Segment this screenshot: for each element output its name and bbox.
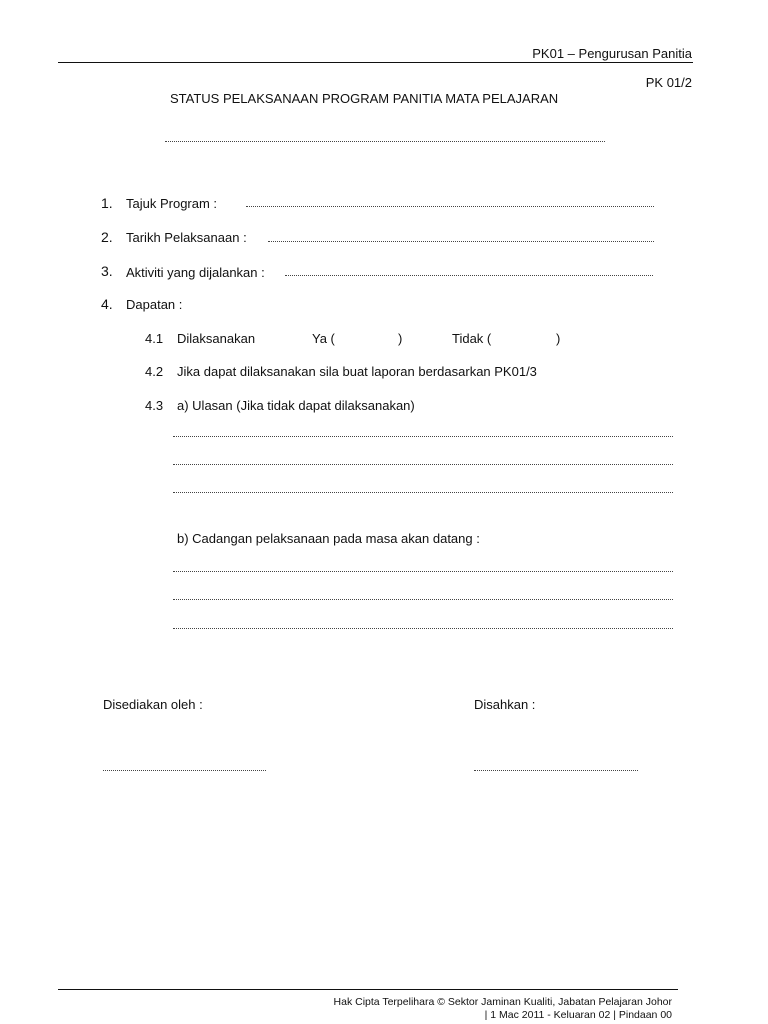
item-1-number: 1. [101, 195, 113, 211]
item-3-number: 3. [101, 263, 113, 279]
q41-label: Dilaksanakan [177, 331, 256, 346]
comment-line-2[interactable] [173, 464, 673, 465]
subject-fill-line[interactable] [165, 141, 605, 142]
footer-copyright: Hak Cipta Terpelihara © Sektor Jaminan Kualiti, Jabatan Pelajaran Johor [333, 996, 672, 1008]
q43-number: 4.3 [145, 398, 164, 413]
q41-number: 4.1 [145, 331, 164, 346]
page-title: STATUS PELAKSANAAN PROGRAM PANITIA MATA PELAJARAN [170, 91, 559, 106]
item-4-number: 4. [101, 296, 113, 312]
q41-no-label: Tidak ( [452, 331, 492, 346]
q42-label: Jika dapat dilaksanakan sila buat laporan berdasarkan PK01/3 [177, 364, 537, 379]
item-2-label: Tarikh Pelaksanaan : [126, 230, 247, 245]
approved-by-signature-line[interactable] [474, 770, 638, 771]
approved-by-label: Disahkan : [474, 697, 536, 712]
item-1-label: Tajuk Program : [126, 196, 218, 211]
program-title-field[interactable] [246, 206, 654, 207]
prepared-by-label: Disediakan oleh : [103, 697, 203, 712]
prepared-by-signature-line[interactable] [103, 770, 266, 771]
header-code: PK01 – Pengurusan Panitia [532, 46, 692, 61]
q41-yes-checkbox[interactable] [345, 329, 397, 347]
q41-yes-close: ) [398, 331, 403, 346]
q41-yes-label: Ya ( [312, 331, 335, 346]
item-3-label: Aktiviti yang dijalankan : [126, 265, 265, 280]
comment-line-3[interactable] [173, 492, 673, 493]
suggestion-line-1[interactable] [173, 571, 673, 572]
footer-revision: | 1 Mac 2011 - Keluaran 02 | Pindaan 00 [484, 1009, 672, 1021]
suggestion-line-3[interactable] [173, 628, 673, 629]
q43a-label: a) Ulasan (Jika tidak dapat dilaksanakan) [177, 398, 415, 413]
q41-no-close: ) [556, 331, 561, 346]
q42-number: 4.2 [145, 364, 164, 379]
implementation-date-field[interactable] [268, 241, 654, 242]
item-2-number: 2. [101, 229, 113, 245]
q41-no-checkbox[interactable] [498, 329, 554, 347]
activities-field[interactable] [285, 275, 653, 276]
comment-line-1[interactable] [173, 436, 673, 437]
footer-divider [58, 989, 678, 990]
header-divider [58, 62, 693, 63]
item-4-label: Dapatan : [126, 297, 183, 312]
suggestion-line-2[interactable] [173, 599, 673, 600]
q43b-label: b) Cadangan pelaksanaan pada masa akan datang : [177, 531, 480, 546]
form-number: PK 01/2 [645, 75, 692, 90]
